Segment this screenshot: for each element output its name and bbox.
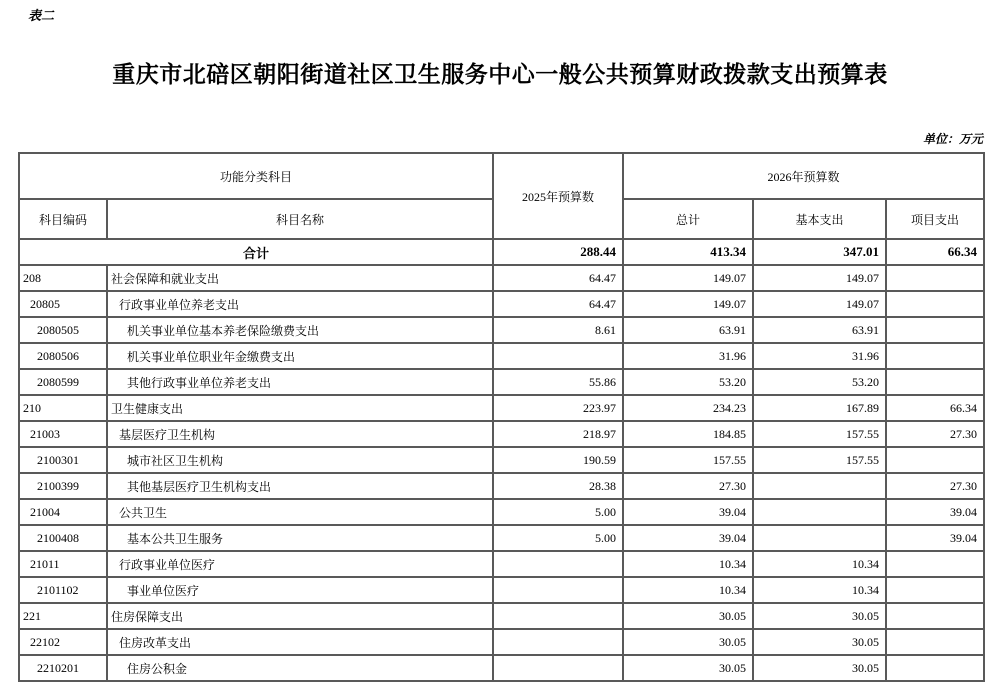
total-2026-project: 66.34 bbox=[886, 239, 984, 265]
subject-code-cell: 22102 bbox=[19, 629, 107, 655]
project-expenditure-cell bbox=[886, 447, 984, 473]
header-row-1 bbox=[19, 153, 984, 199]
table-row bbox=[19, 551, 984, 577]
total-2026-cell: 53.20 bbox=[623, 369, 753, 395]
total-2026-basic: 347.01 bbox=[753, 239, 886, 265]
sheet-label: 表二 bbox=[28, 8, 55, 23]
table-row bbox=[19, 499, 984, 525]
budget-2025-cell bbox=[493, 551, 623, 577]
project-expenditure-cell bbox=[886, 629, 984, 655]
budget-2025-cell: 5.00 bbox=[493, 499, 623, 525]
header-budget-2025: 2025年预算数 bbox=[493, 153, 623, 239]
total-2026-cell: 10.34 bbox=[623, 551, 753, 577]
subject-name-cell: 行政事业单位养老支出 bbox=[107, 291, 493, 317]
basic-expenditure-cell: 149.07 bbox=[753, 291, 886, 317]
header-functional-classification: 功能分类科目 bbox=[19, 153, 493, 199]
subject-code-cell: 2100399 bbox=[19, 473, 107, 499]
header-project-expenditure: 项目支出 bbox=[886, 199, 984, 239]
budget-2025-cell: 218.97 bbox=[493, 421, 623, 447]
budget-2025-cell: 28.38 bbox=[493, 473, 623, 499]
total-2026-cell: 63.91 bbox=[623, 317, 753, 343]
budget-2025-cell: 223.97 bbox=[493, 395, 623, 421]
table-row bbox=[19, 603, 984, 629]
total-budget-2025: 288.44 bbox=[493, 239, 623, 265]
subject-name-cell: 机关事业单位基本养老保险缴费支出 bbox=[107, 317, 493, 343]
project-expenditure-cell bbox=[886, 577, 984, 603]
subject-name-cell: 行政事业单位医疗 bbox=[107, 551, 493, 577]
basic-expenditure-cell: 30.05 bbox=[753, 603, 886, 629]
header-subject-code: 科目编码 bbox=[19, 199, 107, 239]
basic-expenditure-cell: 30.05 bbox=[753, 629, 886, 655]
subject-code-cell: 221 bbox=[19, 603, 107, 629]
table-row bbox=[19, 629, 984, 655]
basic-expenditure-cell: 53.20 bbox=[753, 369, 886, 395]
subject-name-cell: 基层医疗卫生机构 bbox=[107, 421, 493, 447]
total-2026-cell: 157.55 bbox=[623, 447, 753, 473]
subject-code-cell: 2080506 bbox=[19, 343, 107, 369]
budget-2025-cell: 5.00 bbox=[493, 525, 623, 551]
budget-2025-cell: 190.59 bbox=[493, 447, 623, 473]
subject-name-cell: 其他基层医疗卫生机构支出 bbox=[107, 473, 493, 499]
budget-2025-cell: 64.47 bbox=[493, 265, 623, 291]
project-expenditure-cell: 66.34 bbox=[886, 395, 984, 421]
subject-name-cell: 其他行政事业单位养老支出 bbox=[107, 369, 493, 395]
project-expenditure-cell bbox=[886, 603, 984, 629]
total-2026-cell: 27.30 bbox=[623, 473, 753, 499]
basic-expenditure-cell: 167.89 bbox=[753, 395, 886, 421]
subject-name-cell: 城市社区卫生机构 bbox=[107, 447, 493, 473]
subject-code-cell: 2100301 bbox=[19, 447, 107, 473]
basic-expenditure-cell: 149.07 bbox=[753, 265, 886, 291]
project-expenditure-cell bbox=[886, 655, 984, 681]
project-expenditure-cell bbox=[886, 291, 984, 317]
total-2026-cell: 39.04 bbox=[623, 499, 753, 525]
basic-expenditure-cell: 157.55 bbox=[753, 421, 886, 447]
project-expenditure-cell: 27.30 bbox=[886, 473, 984, 499]
total-2026-cell: 30.05 bbox=[623, 629, 753, 655]
budget-2025-cell: 64.47 bbox=[493, 291, 623, 317]
table-row bbox=[19, 473, 984, 499]
budget-2025-cell: 55.86 bbox=[493, 369, 623, 395]
total-row bbox=[19, 239, 984, 265]
budget-table bbox=[18, 152, 985, 682]
table-row bbox=[19, 655, 984, 681]
subject-name-cell: 机关事业单位职业年金缴费支出 bbox=[107, 343, 493, 369]
basic-expenditure-cell: 31.96 bbox=[753, 343, 886, 369]
table-row bbox=[19, 447, 984, 473]
subject-code-cell: 2210201 bbox=[19, 655, 107, 681]
budget-2025-cell bbox=[493, 629, 623, 655]
subject-code-cell: 20805 bbox=[19, 291, 107, 317]
budget-2025-cell bbox=[493, 577, 623, 603]
total-2026-cell: 39.04 bbox=[623, 525, 753, 551]
project-expenditure-cell bbox=[886, 317, 984, 343]
table-row bbox=[19, 291, 984, 317]
project-expenditure-cell bbox=[886, 369, 984, 395]
budget-2025-cell bbox=[493, 343, 623, 369]
subject-code-cell: 2080505 bbox=[19, 317, 107, 343]
total-2026-cell: 30.05 bbox=[623, 655, 753, 681]
budget-2025-cell: 8.61 bbox=[493, 317, 623, 343]
budget-2025-cell bbox=[493, 603, 623, 629]
basic-expenditure-cell bbox=[753, 499, 886, 525]
table-row bbox=[19, 317, 984, 343]
subject-code-cell: 21004 bbox=[19, 499, 107, 525]
basic-expenditure-cell: 63.91 bbox=[753, 317, 886, 343]
total-2026-cell: 10.34 bbox=[623, 577, 753, 603]
subject-name-cell: 社会保障和就业支出 bbox=[107, 265, 493, 291]
total-label: 合计 bbox=[19, 239, 493, 265]
basic-expenditure-cell: 10.34 bbox=[753, 551, 886, 577]
budget-2025-cell bbox=[493, 655, 623, 681]
project-expenditure-cell: 39.04 bbox=[886, 499, 984, 525]
subject-code-cell: 21011 bbox=[19, 551, 107, 577]
page-title: 重庆市北碚区朝阳街道社区卫生服务中心一般公共预算财政拨款支出预算表 bbox=[112, 62, 888, 87]
total-2026-cell: 30.05 bbox=[623, 603, 753, 629]
basic-expenditure-cell: 157.55 bbox=[753, 447, 886, 473]
total-2026-cell: 184.85 bbox=[623, 421, 753, 447]
header-subject-name: 科目名称 bbox=[107, 199, 493, 239]
table-row bbox=[19, 343, 984, 369]
project-expenditure-cell bbox=[886, 551, 984, 577]
subject-name-cell: 住房保障支出 bbox=[107, 603, 493, 629]
subject-code-cell: 208 bbox=[19, 265, 107, 291]
subject-code-cell: 21003 bbox=[19, 421, 107, 447]
subject-code-cell: 210 bbox=[19, 395, 107, 421]
subject-name-cell: 事业单位医疗 bbox=[107, 577, 493, 603]
table-row bbox=[19, 577, 984, 603]
basic-expenditure-cell bbox=[753, 473, 886, 499]
basic-expenditure-cell: 30.05 bbox=[753, 655, 886, 681]
subject-name-cell: 基本公共卫生服务 bbox=[107, 525, 493, 551]
table-row bbox=[19, 525, 984, 551]
unit-note: 单位：万元 bbox=[922, 132, 983, 146]
table-row bbox=[19, 395, 984, 421]
project-expenditure-cell bbox=[886, 343, 984, 369]
subject-code-cell: 2080599 bbox=[19, 369, 107, 395]
total-2026-cell: 31.96 bbox=[623, 343, 753, 369]
subject-code-cell: 2100408 bbox=[19, 525, 107, 551]
project-expenditure-cell: 39.04 bbox=[886, 525, 984, 551]
table-row bbox=[19, 421, 984, 447]
subject-name-cell: 卫生健康支出 bbox=[107, 395, 493, 421]
basic-expenditure-cell: 10.34 bbox=[753, 577, 886, 603]
table-row bbox=[19, 369, 984, 395]
basic-expenditure-cell bbox=[753, 525, 886, 551]
total-2026-total: 413.34 bbox=[623, 239, 753, 265]
header-basic-expenditure: 基本支出 bbox=[753, 199, 886, 239]
total-2026-cell: 149.07 bbox=[623, 265, 753, 291]
subject-name-cell: 住房改革支出 bbox=[107, 629, 493, 655]
total-2026-cell: 234.23 bbox=[623, 395, 753, 421]
subject-code-cell: 2101102 bbox=[19, 577, 107, 603]
total-2026-cell: 149.07 bbox=[623, 291, 753, 317]
subject-name-cell: 住房公积金 bbox=[107, 655, 493, 681]
project-expenditure-cell bbox=[886, 265, 984, 291]
header-total-2026: 总计 bbox=[623, 199, 753, 239]
project-expenditure-cell: 27.30 bbox=[886, 421, 984, 447]
header-budget-2026: 2026年预算数 bbox=[623, 153, 984, 199]
subject-name-cell: 公共卫生 bbox=[107, 499, 493, 525]
table-row bbox=[19, 265, 984, 291]
